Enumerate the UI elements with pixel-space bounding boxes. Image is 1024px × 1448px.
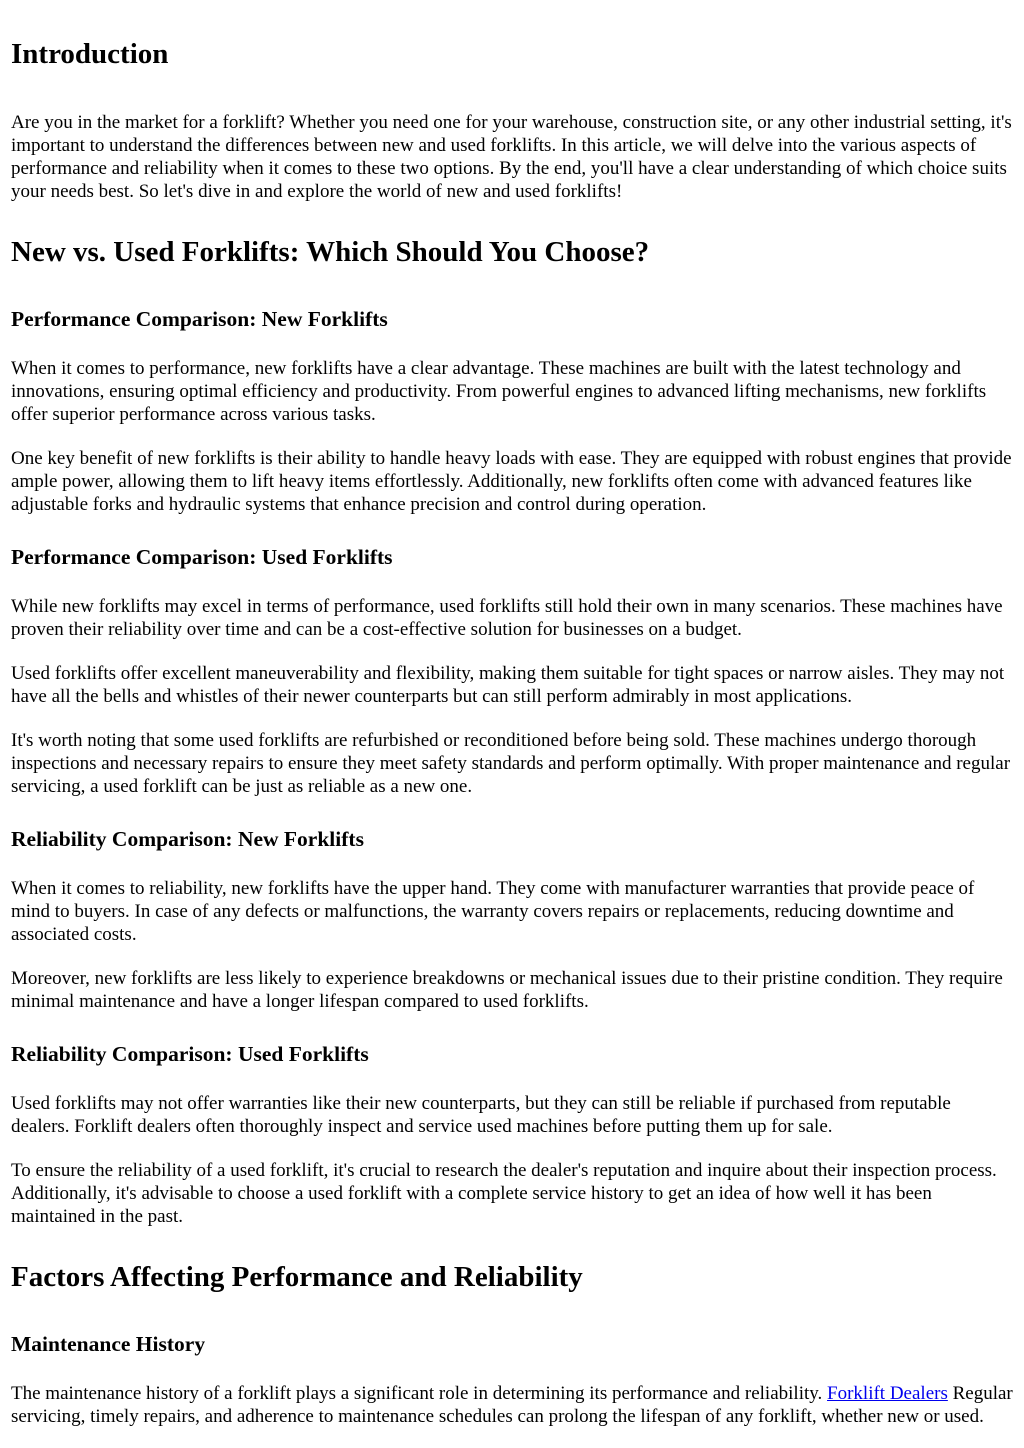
introduction-heading: Introduction [11, 38, 169, 70]
maintenance-history-paragraph [11, 1382, 1013, 1428]
reliability-used-paragraph: To ensure the reliability of a used forklift, it's crucial to research the dealer's reputation and inquire about their inspection process. Additionally, it's advisable to choose a used forklift with a complete service history to get an idea of how well it has been maintained in the past. [11, 1160, 997, 1227]
factors-heading: Factors Affecting Performance and Reliability [11, 1261, 583, 1293]
reliability-used-heading: Reliability Comparison: Used Forklifts [11, 1042, 369, 1066]
performance-used-paragraph: While new forklifts may excel in terms of performance, used forklifts still hold their own in many scenarios. These machines have proven their reliability over time and can be a cost-effective solution for businesses on a budget. [11, 596, 1003, 640]
reliability-used-paragraph: Used forklifts may not offer warranties like their new counterparts, but they can still be reliable if purchased from reputable dealers. Forklift dealers often thoroughly inspect and service used machines before putting them up for sale. [11, 1093, 951, 1137]
forklift-dealers-link[interactable]: Forklift Dealers [827, 1383, 948, 1404]
reliability-new-paragraph: When it comes to reliability, new forklifts have the upper hand. They come with manufacturer warranties that provide peace of mind to buyers. In case of any defects or malfunctions, the warranty covers repairs or replacements, reducing downtime and associated costs. [11, 878, 975, 945]
performance-used-paragraph: It's worth noting that some used forklifts are refurbished or reconditioned before being sold. These machines undergo thorough inspections and necessary repairs to ensure they meet safety standards and perform optimally. With proper maintenance and regular servicing, a used forklift can be just as reliable as a new one. [11, 730, 1011, 797]
performance-new-paragraph: One key benefit of new forklifts is their ability to handle heavy loads with ease. They are equipped with robust engines that provide ample power, allowing them to lift heavy items effortlessly. Additionally, new forklifts often come with advanced features like adjustable forks and hydraulic systems that enhance precision and control during operation. [11, 448, 1012, 515]
performance-used-heading: Performance Comparison: Used Forklifts [11, 545, 393, 569]
introduction-paragraph: Are you in the market for a forklift? Whether you need one for your warehouse, construction site, or any other industrial setting, it's important to understand the differences between new and used forklifts. In this article, we will delve into the various aspects of performance and reliability when it comes to these two options. By the end, you'll have a clear understanding of which choice suits your needs best. So let's dive in and explore the world of new and used forklifts! [11, 112, 1012, 202]
maintenance-text-after-link: Regular servicing, timely repairs, and adherence to maintenance schedules can prolong the lifespan of any forklift, whether new or used. [11, 1383, 1013, 1427]
new-vs-used-heading: New vs. Used Forklifts: Which Should You Choose? [11, 236, 650, 268]
maintenance-text-before-link: The maintenance history of a forklift plays a significant role in determining its performance and reliability. [11, 1383, 828, 1404]
reliability-new-paragraph: Moreover, new forklifts are less likely to experience breakdowns or mechanical issues due to their pristine condition. They require minimal maintenance and have a longer lifespan compared to used forklifts. [11, 968, 1003, 1012]
maintenance-history-heading: Maintenance History [11, 1332, 206, 1356]
performance-new-paragraph: When it comes to performance, new forklifts have a clear advantage. These machines are built with the latest technology and innovations, ensuring optimal efficiency and productivity. From powerful engines to advanced lifting mechanisms, new forklifts offer superior performance across various tasks. [11, 358, 987, 425]
performance-used-paragraph: Used forklifts offer excellent maneuverability and flexibility, making them suitable for tight spaces or narrow aisles. They may not have all the bells and whistles of their newer counterparts but can still perform admirably in most applications. [11, 663, 1005, 707]
performance-new-heading: Performance Comparison: New Forklifts [11, 307, 388, 331]
reliability-new-heading: Reliability Comparison: New Forklifts [11, 827, 364, 851]
